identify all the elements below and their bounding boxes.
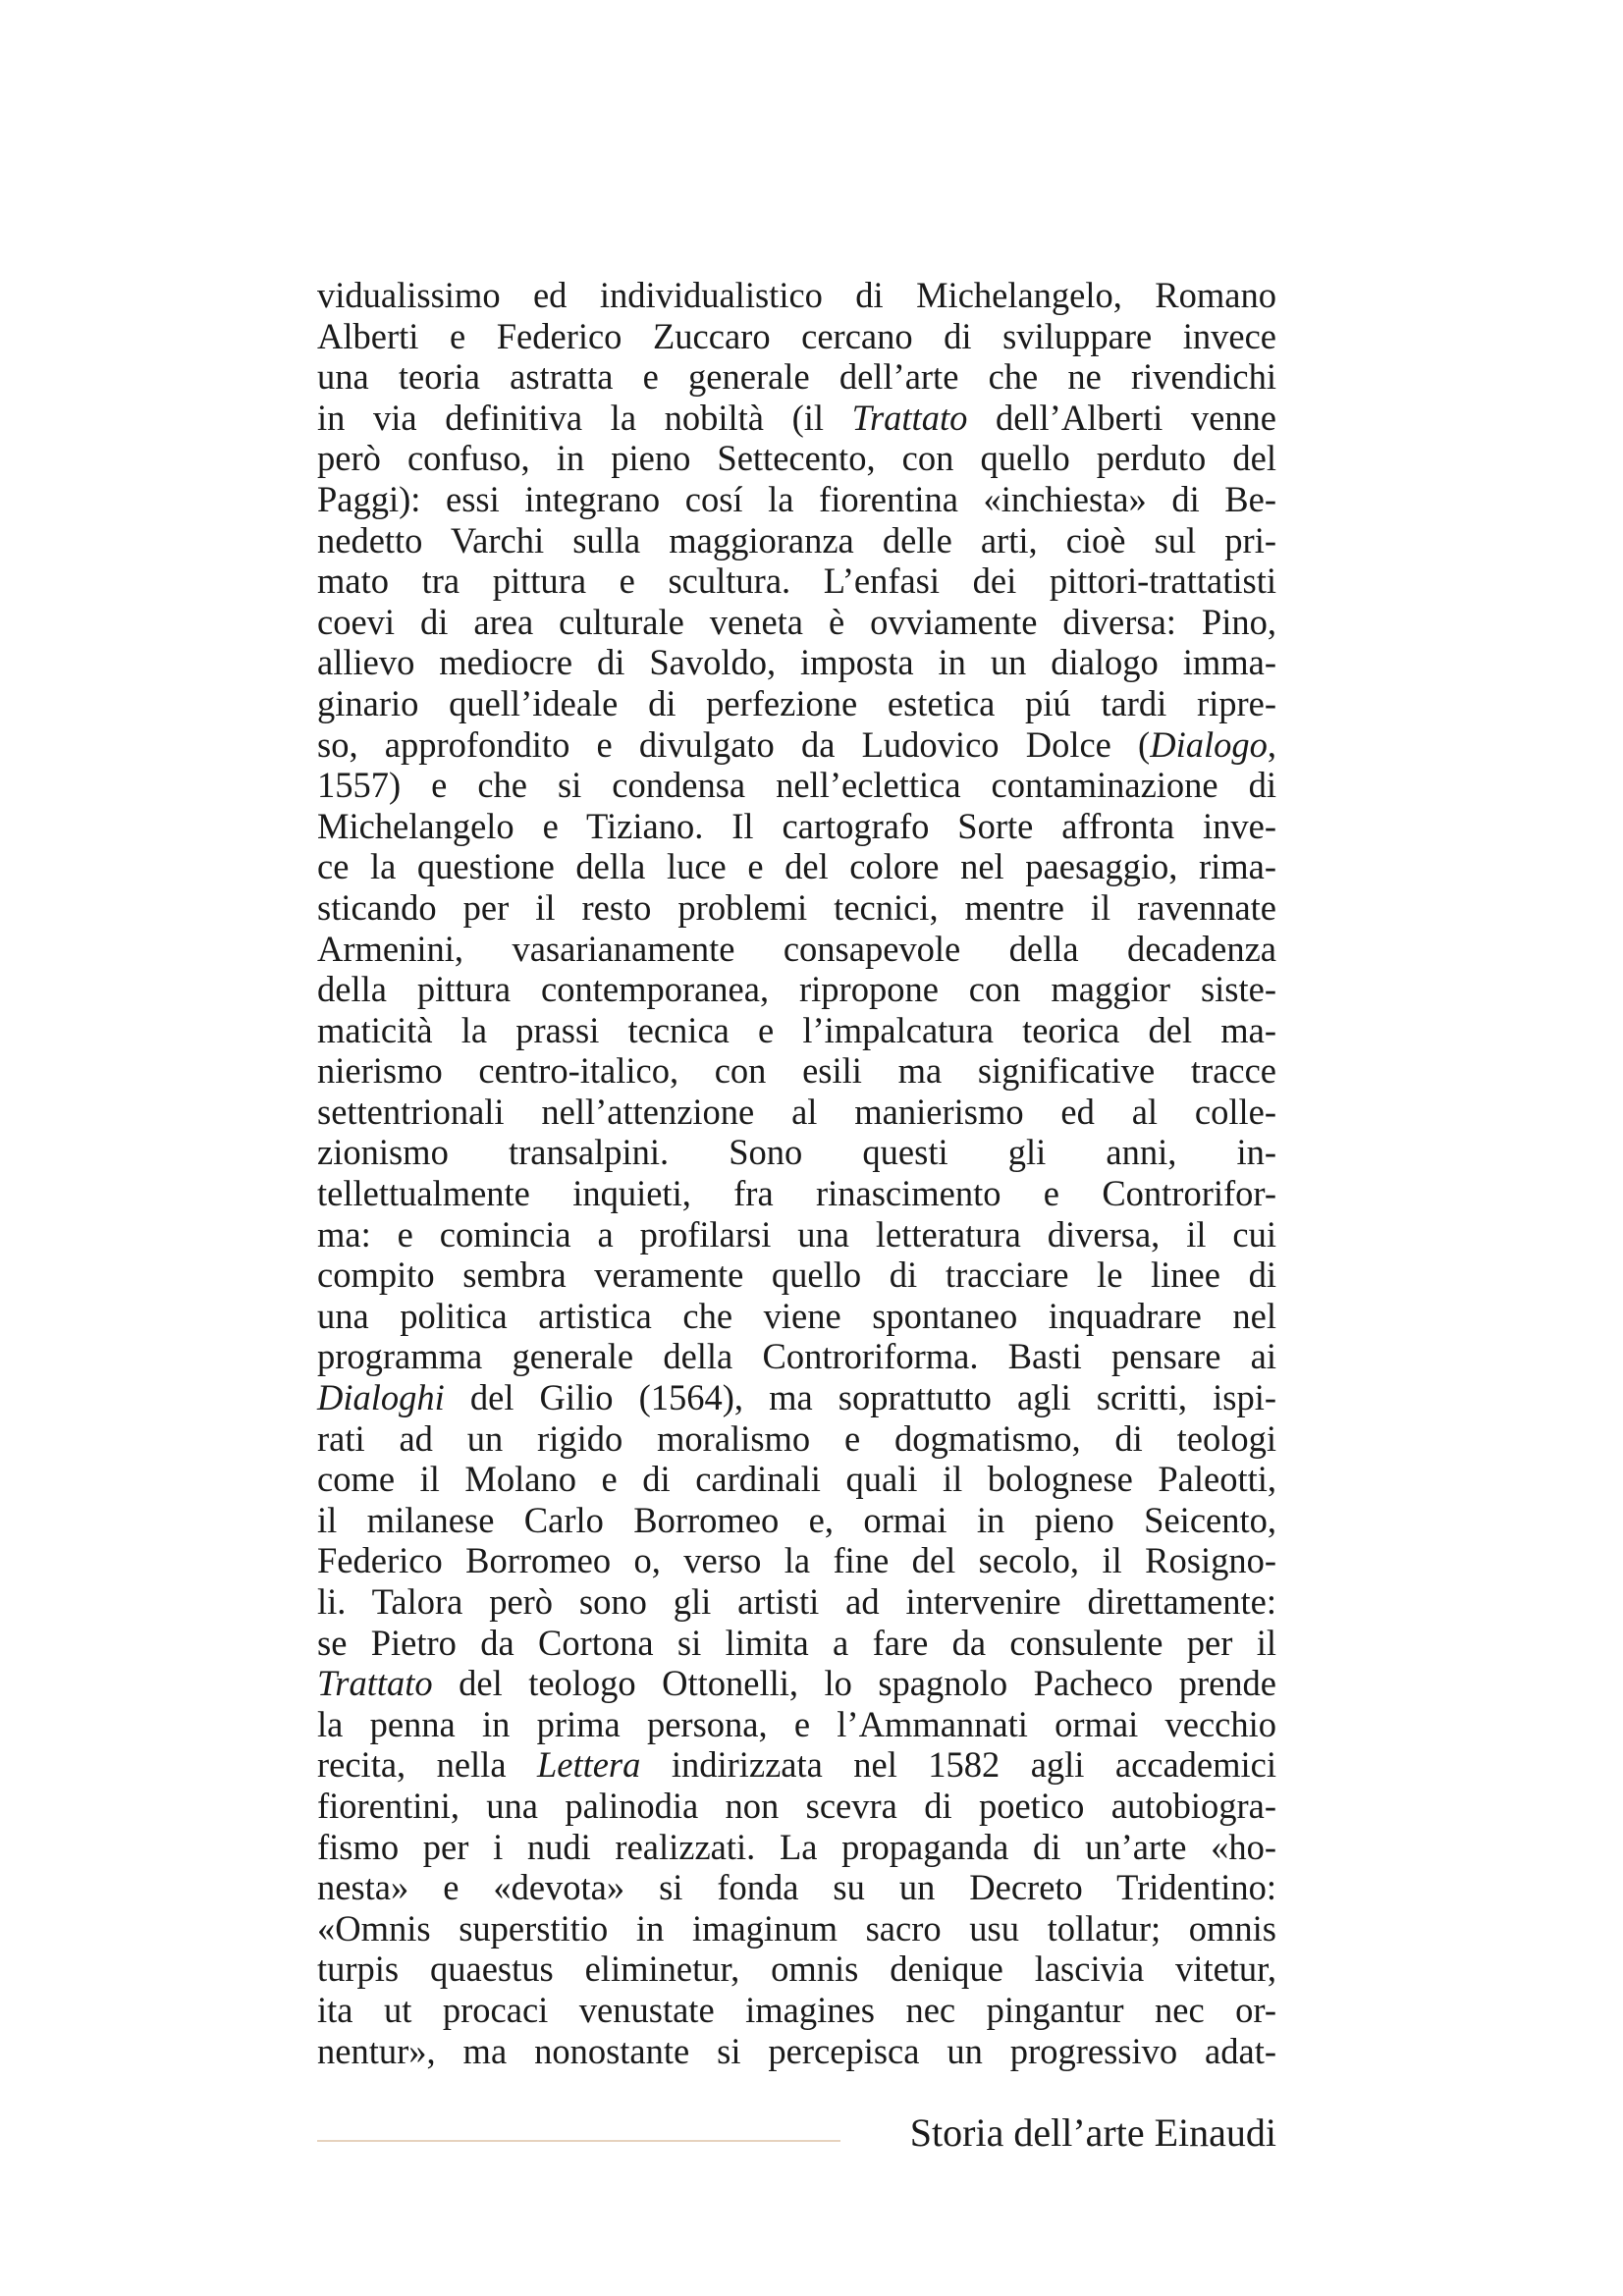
text-line: Armenini, vasarianamente consapevole della decadenza xyxy=(317,928,1276,969)
text-line: sticando per il resto problemi tecnici, mentre il ravennate xyxy=(317,886,1276,928)
italic-title: Dialoghi xyxy=(317,1377,445,1418)
text-segment: dell’Alberti venne xyxy=(967,397,1276,438)
text-line xyxy=(317,724,1276,766)
footer-title: Storia dell’arte Einaudi xyxy=(909,2110,1276,2155)
text-line: una politica artistica che viene spontaneo inquadrare nel xyxy=(317,1295,1276,1336)
text-line: una teoria astratta e generale dell’arte che ne rivendichi xyxy=(317,356,1276,398)
text-line: «Omnis superstitio in imaginum sacro usu tollatur; omnis xyxy=(317,1907,1276,1949)
text-line: vidualissimo ed individualistico di Michelangelo, Romano xyxy=(317,275,1276,315)
text-line: fismo per i nudi realizzati. La propaganda di un’arte «ho- xyxy=(317,1826,1276,1867)
text-line: Michelangelo e Tiziano. Il cartografo Sorte affronta inve- xyxy=(317,805,1276,846)
text-line: ginario quell’ideale di perfezione estetica piú tardi ripre- xyxy=(317,682,1276,723)
text-line: nentur», ma nonostante si percepisca un progressivo adat- xyxy=(317,2030,1276,2071)
text-line: coevi di area culturale veneta è ovviamente diversa: Pino, xyxy=(317,601,1276,642)
text-line: ita ut procaci venustate imagines nec pingantur nec or- xyxy=(317,1989,1276,2030)
text-segment: del Gilio (1564), ma soprattutto agli scritti, ispi- xyxy=(444,1377,1276,1418)
body-text xyxy=(317,275,1276,2071)
text-line: nedetto Varchi sulla maggioranza delle arti, cioè sul pri- xyxy=(317,519,1276,561)
text-segment: , xyxy=(1267,723,1276,765)
text-line: il milanese Carlo Borromeo e, ormai in pieno Seicento, xyxy=(317,1499,1276,1540)
footer-rule xyxy=(317,2140,840,2142)
text-line: se Pietro da Cortona si limita a fare da consulente per il xyxy=(317,1622,1276,1663)
text-line: Paggi): essi integrano cosí la fiorentina «inchiesta» di Be- xyxy=(317,478,1276,519)
text-line: nierismo centro-italico, con esili ma significative tracce xyxy=(317,1050,1276,1092)
text-segment: recita, nella xyxy=(317,1744,537,1786)
text-line: ma: e comincia a profilarsi una letteratura diversa, il cui xyxy=(317,1213,1276,1255)
text-line: compito sembra veramente quello di tracciare le linee di xyxy=(317,1255,1276,1296)
text-line: come il Molano e di cardinali quali il bolognese Paleotti, xyxy=(317,1459,1276,1500)
text-line: però confuso, in pieno Settecento, con quello perduto del xyxy=(317,438,1276,479)
text-line xyxy=(317,1377,1276,1418)
text-line: li. Talora però sono gli artisti ad intervenire direttamente: xyxy=(317,1581,1276,1622)
text-line xyxy=(317,1744,1276,1786)
text-line: della pittura contemporanea, ripropone con maggior siste- xyxy=(317,969,1276,1010)
text-line: rati ad un rigido moralismo e dogmatismo, di teologi xyxy=(317,1417,1276,1459)
text-line xyxy=(317,398,1276,439)
text-segment: indirizzata nel 1582 agli accademici xyxy=(640,1744,1276,1786)
text-line: Alberti e Federico Zuccaro cercano di sviluppare invece xyxy=(317,315,1276,356)
text-line: maticità la prassi tecnica e l’impalcatura teorica del ma- xyxy=(317,1009,1276,1050)
text-line: allievo mediocre di Savoldo, imposta in un dialogo imma- xyxy=(317,642,1276,683)
text-line: 1557) e che si condensa nell’eclettica contaminazione di xyxy=(317,765,1276,806)
text-line: ce la questione della luce e del colore nel paesaggio, rima- xyxy=(317,846,1276,887)
text-line: turpis quaestus eliminetur, omnis denique lascivia vitetur, xyxy=(317,1949,1276,1990)
text-line xyxy=(317,1663,1276,1704)
text-line: la penna in prima persona, e l’Ammannati ormai vecchio xyxy=(317,1703,1276,1744)
text-line: programma generale della Controriforma. Basti pensare ai xyxy=(317,1336,1276,1377)
text-line: settentrionali nell’attenzione al manierismo ed al colle- xyxy=(317,1091,1276,1132)
text-segment: in via definitiva la nobiltà (il xyxy=(317,397,852,438)
italic-title: Trattato xyxy=(317,1663,433,1704)
text-segment: del teologo Ottonelli, lo spagnolo Pacheco prende xyxy=(432,1663,1276,1704)
italic-title: Dialogo xyxy=(1150,723,1268,765)
page-footer xyxy=(317,2104,1276,2163)
text-line: Federico Borromeo o, verso la fine del secolo, il Rosigno- xyxy=(317,1540,1276,1581)
italic-title: Trattato xyxy=(851,397,968,438)
text-line: fiorentini, una palinodia non scevra di poetico autobiogra- xyxy=(317,1785,1276,1826)
italic-title: Lettera xyxy=(536,1744,641,1786)
text-line: mato tra pittura e scultura. L’enfasi dei pittori-trattatisti xyxy=(317,561,1276,602)
text-line: tellettualmente inquieti, fra rinascimento e Controrifor- xyxy=(317,1173,1276,1214)
text-segment: so, approfondito e divulgato da Ludovico Dolce ( xyxy=(317,723,1151,765)
text-line: nesta» e «devota» si fonda su un Decreto Tridentino: xyxy=(317,1867,1276,1908)
text-line: zionismo transalpini. Sono questi gli anni, in- xyxy=(317,1132,1276,1173)
